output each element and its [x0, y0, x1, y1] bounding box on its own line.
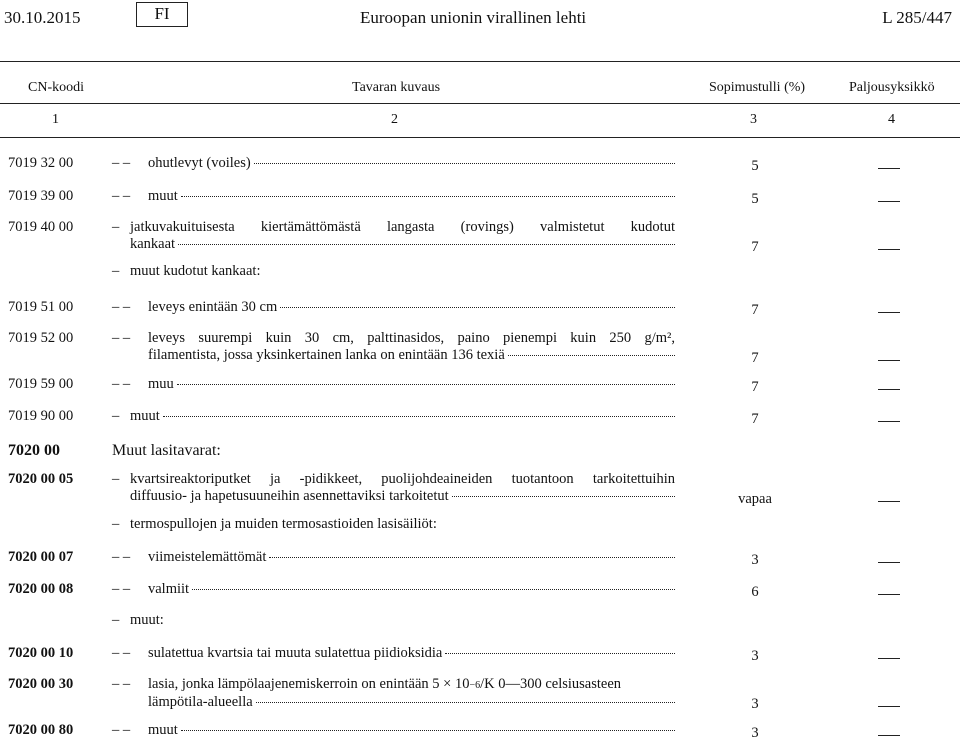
goods-description	[130, 471, 675, 505]
description-text: leveys enintään 30 cm	[148, 299, 278, 315]
description-line	[130, 488, 675, 505]
indent-dashes: –	[112, 408, 120, 424]
indent-dashes: –	[112, 219, 120, 235]
description-text: Muut lasitavarat:	[112, 442, 221, 459]
duty-rate: 3	[751, 648, 759, 664]
cn-code: 7020 00	[8, 442, 60, 459]
goods-description	[148, 376, 675, 393]
description-line	[148, 299, 675, 316]
quantity-unit-dash	[878, 360, 900, 361]
indent-dashes: – –	[112, 581, 131, 597]
quantity-unit-dash	[878, 312, 900, 313]
dot-leader	[254, 163, 675, 164]
quantity-unit-dash	[878, 658, 900, 659]
goods-description	[112, 442, 672, 459]
dot-leader	[163, 416, 675, 417]
indent-dashes: – –	[112, 549, 131, 565]
description-line	[112, 442, 672, 459]
dot-leader	[192, 589, 675, 590]
dot-leader	[269, 557, 675, 558]
column-number: 3	[750, 112, 757, 127]
quantity-unit-dash	[878, 389, 900, 390]
goods-description	[148, 188, 675, 205]
description-line	[130, 516, 675, 533]
duty-rate: 7	[751, 411, 759, 427]
cn-code: 7020 00 05	[8, 471, 74, 487]
description-text: lasia, jonka lämpölaajenemiskerroin on enintään 5 × 10	[148, 676, 470, 692]
indent-dashes: –	[112, 263, 120, 279]
publication-date: 30.10.2015	[4, 8, 81, 27]
dot-leader	[508, 355, 675, 356]
cn-code: 7019 39 00	[8, 188, 74, 204]
indent-dashes: –	[112, 612, 120, 628]
description-line	[148, 376, 675, 393]
description-text: muut	[148, 188, 178, 204]
exponent: −6	[469, 680, 481, 691]
duty-rate: 3	[751, 696, 759, 712]
description-text: sulatettua kvartsia tai muuta sulatettua piidioksidia	[148, 645, 443, 661]
header-rule	[0, 103, 960, 104]
page-reference: L 285/447	[882, 8, 952, 27]
description-text: leveys suurempi kuin 30 cm, palttinasidos, paino pienempi kuin 250 g/m²,	[148, 330, 675, 346]
quantity-unit-dash	[878, 735, 900, 736]
description-line	[130, 219, 675, 236]
column-header-code: CN-koodi	[28, 80, 84, 95]
duty-rate: 7	[751, 379, 759, 395]
description-line	[130, 612, 675, 629]
column-number: 4	[888, 112, 895, 127]
goods-description	[130, 263, 675, 280]
description-text: muut	[148, 722, 178, 738]
description-line	[148, 722, 675, 739]
quantity-unit-dash	[878, 501, 900, 502]
quantity-unit-dash	[878, 421, 900, 422]
goods-description	[148, 549, 675, 566]
goods-description	[148, 330, 675, 364]
indent-dashes: – –	[112, 645, 131, 661]
description-text: kvartsireaktoriputket ja -pidikkeet, puolijohdeaineiden tuotantoon tarkoitettuihin	[130, 471, 675, 487]
description-line	[130, 263, 675, 280]
duty-rate: vapaa	[738, 491, 772, 507]
description-line	[148, 330, 675, 347]
indent-dashes: –	[112, 516, 120, 532]
indent-dashes: –	[112, 471, 120, 487]
duty-rate: 3	[751, 725, 759, 741]
cn-code: 7019 52 00	[8, 330, 74, 346]
dot-leader	[256, 702, 675, 703]
goods-description	[130, 516, 675, 533]
description-text: muut kudotut kankaat:	[130, 263, 261, 279]
duty-rate: 5	[751, 158, 759, 174]
goods-description	[148, 155, 675, 172]
goods-description	[148, 676, 675, 711]
column-header-unit: Paljousyksikkö	[849, 80, 935, 95]
language-box: FI	[136, 2, 188, 27]
quantity-unit-dash	[878, 562, 900, 563]
description-text: muu	[148, 376, 174, 392]
quantity-unit-dash	[878, 168, 900, 169]
dot-leader	[280, 307, 675, 308]
description-line	[148, 694, 675, 711]
duty-rate: 6	[751, 584, 759, 600]
description-line	[148, 581, 675, 598]
cn-code: 7019 90 00	[8, 408, 74, 424]
quantity-unit-dash	[878, 706, 900, 707]
description-line	[130, 471, 675, 488]
goods-description	[130, 612, 675, 629]
description-line	[148, 188, 675, 205]
column-header-rate: Sopimustulli (%)	[709, 80, 806, 95]
cn-code: 7019 40 00	[8, 219, 74, 235]
description-line	[130, 408, 675, 425]
indent-dashes: – –	[112, 676, 131, 692]
description-text: /K 0—300 celsiusasteen	[480, 676, 622, 692]
column-number: 1	[52, 112, 59, 127]
description-text: termospullojen ja muiden termosastioiden lasisäiliöt:	[130, 516, 437, 532]
goods-description	[130, 219, 675, 253]
duty-rate: 7	[751, 239, 759, 255]
description-text: diffuusio- ja hapetusuuneihin asennettaviksi tarkoitetut	[130, 488, 449, 504]
description-text: kankaat	[130, 236, 176, 252]
description-text: filamentista, jossa yksinkertainen lanka on enintään 136 texiä	[148, 347, 505, 363]
indent-dashes: – –	[112, 722, 131, 738]
description-text: lämpötila-alueella	[148, 694, 253, 710]
indent-dashes: – –	[112, 155, 131, 171]
description-text: ohutlevyt (voiles)	[148, 155, 251, 171]
dot-leader	[445, 653, 675, 654]
indent-dashes: – –	[112, 299, 131, 315]
cn-code: 7020 00 80	[8, 722, 74, 738]
duty-rate: 5	[751, 191, 759, 207]
description-text: valmiit	[148, 581, 190, 597]
cn-code: 7020 00 10	[8, 645, 74, 661]
duty-rate: 7	[751, 302, 759, 318]
duty-rate: 3	[751, 552, 759, 568]
goods-description	[148, 581, 675, 598]
description-line	[130, 236, 675, 253]
cn-code: 7019 59 00	[8, 376, 74, 392]
goods-description	[130, 408, 675, 425]
indent-dashes: – –	[112, 330, 131, 346]
column-number: 2	[391, 112, 398, 127]
indent-dashes: – –	[112, 376, 131, 392]
quantity-unit-dash	[878, 594, 900, 595]
description-line	[148, 347, 675, 364]
column-header-description: Tavaran kuvaus	[352, 80, 441, 95]
cn-code: 7019 51 00	[8, 299, 74, 315]
description-text: viimeistelemättömät	[148, 549, 267, 565]
dot-leader	[181, 196, 675, 197]
description-line	[148, 155, 675, 172]
dot-leader	[178, 244, 675, 245]
dot-leader	[452, 496, 675, 497]
goods-description	[148, 645, 675, 662]
goods-description	[148, 722, 675, 739]
dot-leader	[177, 384, 675, 385]
description-text: jatkuvakuituisesta kiertämättömästä langasta (rovings) valmistetut kudotut	[130, 219, 675, 235]
description-text: muut:	[130, 612, 164, 628]
cn-code: 7020 00 30	[8, 676, 74, 692]
cn-code: 7020 00 08	[8, 581, 74, 597]
description-line	[148, 676, 675, 694]
publication-title: Euroopan unionin virallinen lehti	[360, 8, 587, 27]
quantity-unit-dash	[878, 249, 900, 250]
goods-description	[148, 299, 675, 316]
table-top-rule	[0, 61, 960, 62]
page-header	[0, 0, 960, 40]
column-number-rule	[0, 137, 960, 138]
duty-rate: 7	[751, 350, 759, 366]
quantity-unit-dash	[878, 201, 900, 202]
dot-leader	[181, 730, 675, 731]
indent-dashes: – –	[112, 188, 131, 204]
cn-code: 7020 00 07	[8, 549, 74, 565]
description-text: muut	[130, 408, 160, 424]
description-line	[148, 645, 675, 662]
description-line	[148, 549, 675, 566]
cn-code: 7019 32 00	[8, 155, 74, 171]
